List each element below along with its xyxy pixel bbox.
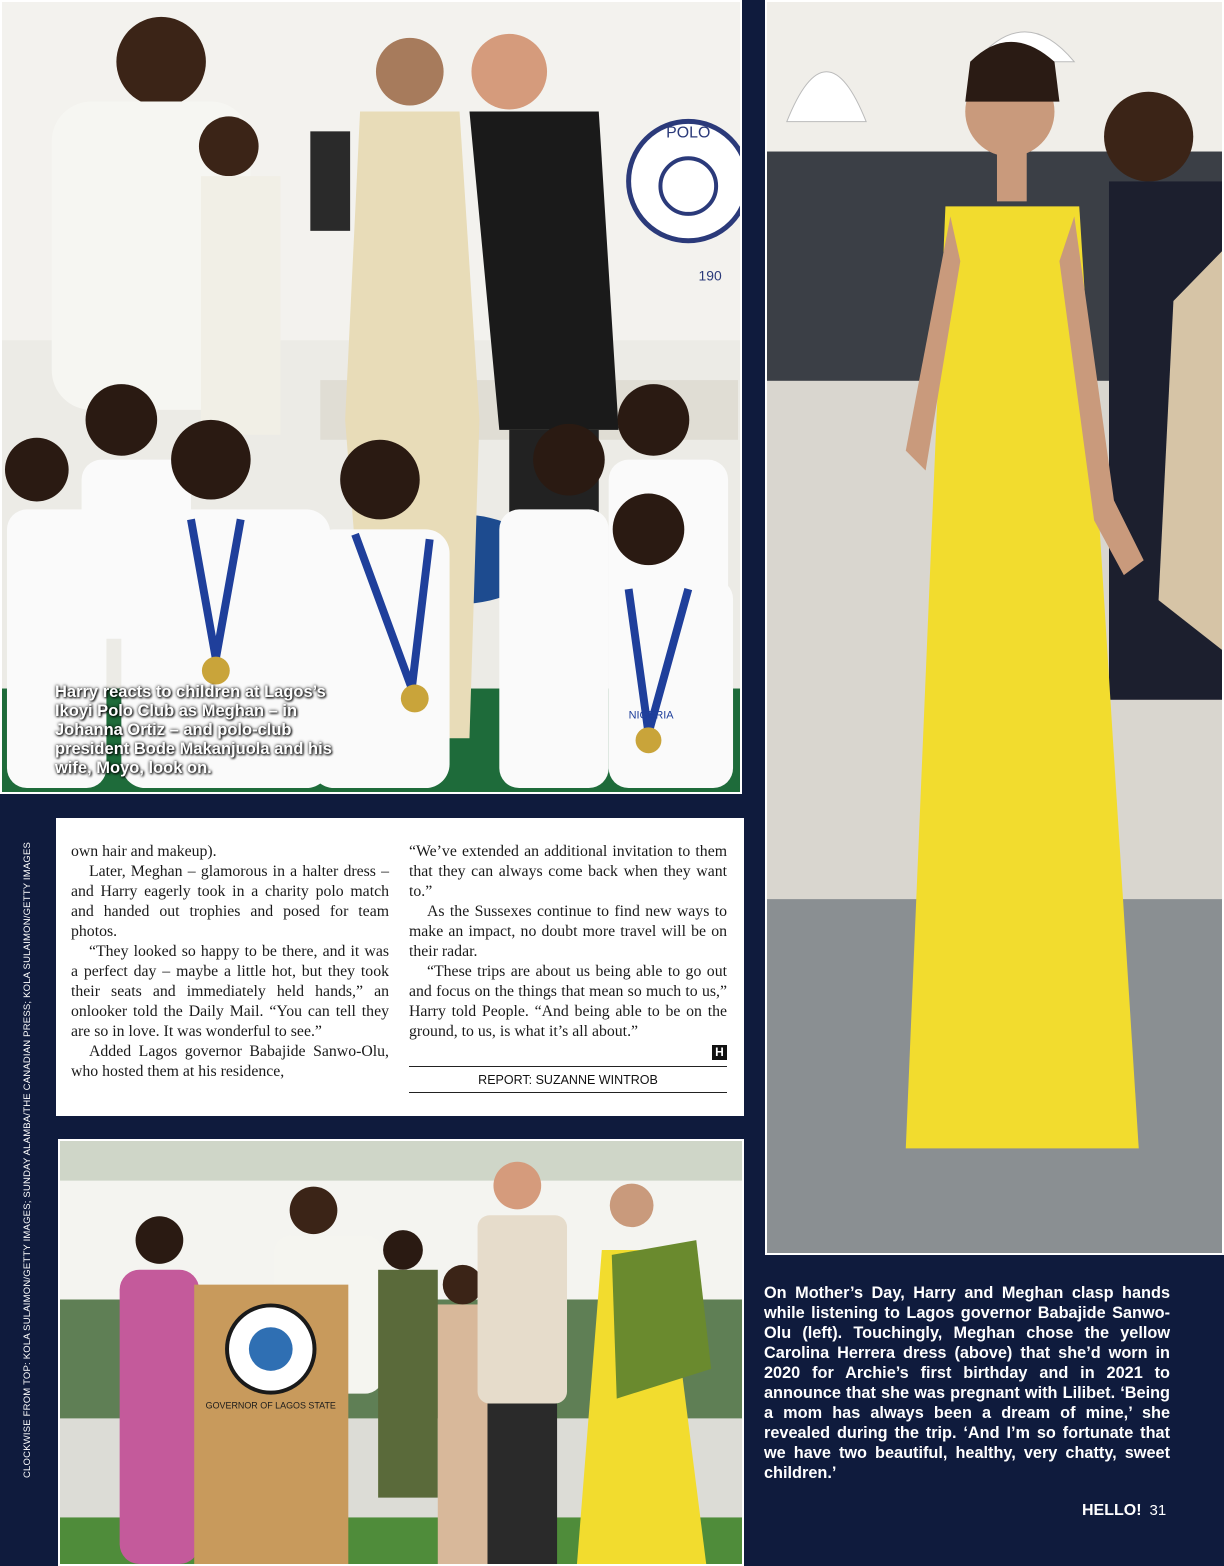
article-text-box bbox=[56, 818, 744, 1116]
article-paragraph: “We’ve extended an additional invitation to them that they can always come back when they want to.” bbox=[409, 843, 727, 900]
article-paragraph: Added Lagos governor Babajide Sanwo-Olu, who hosted them at his residence, bbox=[71, 1043, 389, 1080]
article-paragraph: “These trips are about us being able to go out and focus on the things that mean so much to us,” Harry told People. “And being able to be on the ground, to us, is what it’s all about.” bbox=[409, 963, 727, 1040]
magazine-brand: HELLO! bbox=[1082, 1502, 1142, 1519]
podium-seal-text: GOVERNOR OF LAGOS STATE bbox=[205, 1400, 336, 1411]
polo-sign-year: 190 bbox=[698, 267, 722, 284]
polo-club-illustration bbox=[2, 2, 740, 792]
report-byline: REPORT: SUZANNE WINTROB bbox=[409, 1066, 727, 1093]
article-column-2 bbox=[409, 842, 727, 1116]
article-column-1 bbox=[71, 842, 389, 1116]
photo-credit: CLOCKWISE FROM TOP: KOLA SULAIMON/GETTY IMAGES; SUNDAY ALAMBA/THE CANADIAN PRESS; KOLA SULAIMON/GETTY IMAGES bbox=[22, 841, 33, 1478]
article-paragraph: Later, Meghan – glamorous in a halter dress – and Harry eagerly took in a charity polo match and handed out trophies and posed for team photos. bbox=[71, 863, 389, 940]
yellow-dress-illustration bbox=[767, 2, 1222, 1253]
page-number: 31 bbox=[1149, 1502, 1167, 1519]
governor-podium-illustration bbox=[60, 1141, 742, 1564]
side-caption: On Mother’s Day, Harry and Meghan clasp hands while listening to Lagos governor Babajide Sanwo-Olu (left). Touchingly, Meghan chose the yellow Carolina Herrera dress (above) that she’d worn in 2020 for Archie’s first birthday and in 2021 to announce that she was pregnant with Lilibet. ‘Being a mom has always been a dream of mine,’ she revealed during the trip. ‘And I’m so fortunate that we have two beautiful, healthy, very chatty, sweet children.’ bbox=[764, 1284, 1170, 1482]
governor-podium-photo bbox=[58, 1139, 744, 1566]
nigeria-banner-text: NIGERIA bbox=[628, 709, 674, 722]
polo-sign-text: POLO bbox=[666, 124, 711, 142]
polo-photo-caption: Harry reacts to children at Lagos’s Ikoyi Polo Club as Meghan – in Johanna Ortiz – and polo-club president Bode Makanjuola and his wife, Moyo, look on. bbox=[55, 683, 332, 777]
article-paragraph: own hair and makeup). bbox=[71, 843, 217, 860]
page-folio bbox=[1082, 1502, 1166, 1520]
end-mark-icon: H bbox=[712, 1045, 727, 1060]
article-paragraph: As the Sussexes continue to find new ways to make an impact, no doubt more travel will be on their radar. bbox=[409, 903, 727, 960]
polo-club-photo bbox=[0, 0, 742, 794]
article-paragraph: “They looked so happy to be there, and it was a perfect day – maybe a little hot, but they took their seats and immediately held hands,” an onlooker told the Daily Mail. “You can tell they are so in love. It was wonderful to see.” bbox=[71, 943, 389, 1040]
yellow-dress-photo bbox=[765, 0, 1224, 1255]
